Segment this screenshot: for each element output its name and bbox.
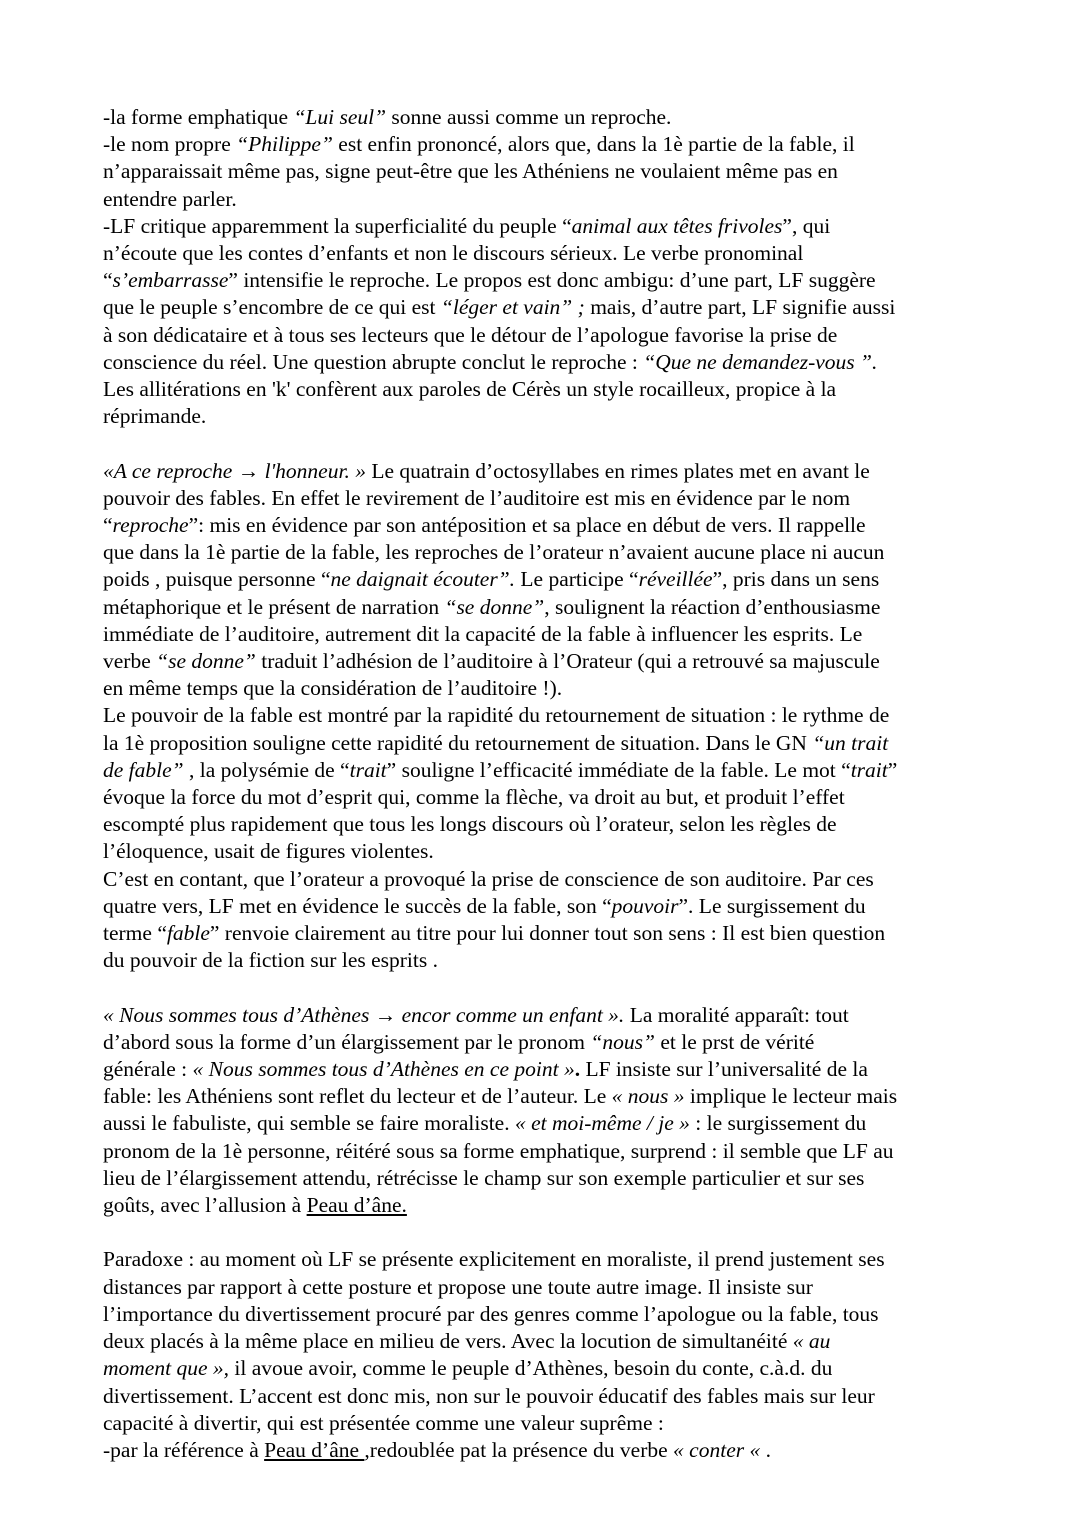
text-line (103, 376, 983, 403)
italic-quote: “Lui seul” (293, 105, 387, 129)
text-segment: générale : (103, 1057, 193, 1082)
text-segment: distances par rapport à cette posture et propose une toute autre image. Il insiste sur (103, 1274, 813, 1299)
text-segment: lieu de l’élargissement attendu, rétrécisse le champ sur son exemple particulier et sur ses (103, 1165, 865, 1190)
text-segment: ”. Le surgissement du (678, 893, 866, 918)
text-line (103, 594, 983, 621)
text-line (103, 621, 983, 648)
text-segment: traduit l’adhésion de l’auditoire à l’Orateur (qui a retrouvé sa majuscule (255, 649, 880, 674)
text-segment: l’éloquence, usait de figures violentes. (103, 839, 434, 864)
text-line (103, 648, 983, 675)
text-segment: et le prst de vérité (654, 1029, 815, 1054)
text-line (103, 322, 983, 349)
text-segment: ” souligne l’efficacité immédiate de la fable. Le mot “ (386, 757, 851, 782)
text-segment: quatre vers, LF met en évidence le succès de la fable, son “ (103, 893, 612, 918)
text-segment: évoque la force du mot d’esprit qui, comme la flèche, va droit au but, et produit l’effet (103, 785, 845, 810)
text-line (103, 1437, 983, 1464)
italic-quote: trait (850, 757, 888, 782)
text-line (103, 1246, 983, 1273)
text-line (103, 1274, 983, 1301)
text-line (103, 403, 983, 430)
text-line (103, 893, 983, 920)
text-line (103, 485, 983, 512)
text-line (103, 947, 983, 974)
text-segment: la 1è proposition souligne cette rapidité du retournement de situation. Dans le GN (103, 730, 813, 755)
text-line (103, 1110, 983, 1137)
text-segment: à son dédicataire et à tous ses lecteurs que le détour de l’apologue favorise la prise de (103, 322, 838, 347)
text-segment: pronom de la 1è personne, réitéré sous sa forme emphatique, surprend : il semble que LF au (103, 1138, 894, 1163)
italic-quote: “Philippe” (236, 132, 333, 157)
text-segment: capacité à divertir, qui est présentée comme une valeur suprême : (103, 1410, 664, 1435)
italic-quote: « au (792, 1329, 831, 1354)
text-line (103, 1383, 983, 1410)
text-segment: aussi le fabuliste, qui semble se faire moraliste. (103, 1111, 515, 1136)
text-segment: que dans la 1è partie de la fable, les reproches de l’orateur n’avaient aucune place ni aucun (103, 540, 885, 565)
text-line (103, 349, 983, 376)
text-segment: sonne aussi comme un reproche. (386, 105, 672, 129)
italic-quote: animal aux têtes frivoles (571, 213, 783, 238)
text-line (103, 784, 983, 811)
text-line (103, 1056, 983, 1083)
text-segment: ”: mis en évidence par son antéposition et sa place en début de vers. Il rappelle (188, 513, 866, 538)
text-segment: pouvoir des fables. En effet le revirement de l’auditoire est mis en évidence par le nom (103, 485, 851, 510)
text-line (103, 294, 983, 321)
text-segment: que le peuple s’encombre de ce qui est (103, 295, 441, 320)
text-segment: ” (887, 757, 898, 782)
text-line (103, 213, 983, 240)
italic-quote: pouvoir (611, 893, 679, 918)
italic-quote: « Nous sommes tous d’Athènes → encor comme un enfant ». (103, 1002, 625, 1027)
italic-quote: « nous » (611, 1084, 685, 1109)
text-segment: . (574, 1057, 586, 1082)
italic-quote: “nous” (590, 1029, 655, 1054)
text-segment: réprimande. (103, 404, 207, 429)
text-segment: -LF critique apparemment la superficialité du peuple “ (103, 213, 572, 238)
text-segment: -par la référence à (103, 1437, 265, 1462)
italic-quote: « et moi-même / je » (514, 1111, 690, 1136)
italic-quote: “se donne” (444, 594, 545, 619)
text-line (103, 1083, 983, 1110)
underlined-title: Peau d’âne (264, 1437, 365, 1462)
text-segment: d’abord sous la forme d’un élargissement par le pronom (103, 1029, 591, 1054)
text-segment: ”, qui (782, 213, 831, 238)
text-segment: ”, pris dans un sens (712, 567, 880, 592)
text-line (103, 186, 983, 213)
text-line (103, 1002, 983, 1029)
text-segment: Paradoxe : au moment où LF se présente explicitement en moraliste, il prend justement ses (103, 1247, 885, 1272)
italic-quote: trait (349, 757, 387, 782)
text-line (103, 757, 983, 784)
italic-quote: “un trait (812, 730, 889, 755)
text-line (103, 1410, 983, 1437)
text-line (103, 458, 983, 485)
text-line (103, 1328, 983, 1355)
text-line (103, 730, 983, 757)
text-line (103, 566, 983, 593)
italic-quote: de fable” (103, 757, 184, 782)
text-segment: verbe (103, 649, 157, 674)
text-segment: ” intensifie le reproche. Le propos est donc ambigu: d’une part, LF suggère (228, 268, 876, 293)
text-segment: mais, d’autre part, LF signifie aussi (584, 295, 896, 320)
text-line (103, 240, 983, 267)
italic-quote: “Que ne demandez-vous ”. (643, 349, 878, 374)
text-segment: immédiate de l’auditoire, autrement dit la capacité de la fable à influencer les esprits. Le (103, 621, 863, 646)
italic-quote: “léger et vain” ; (440, 295, 585, 320)
text-line (103, 131, 983, 158)
text-line (103, 838, 983, 865)
text-line (103, 811, 983, 838)
text-segment: implique le lecteur mais (684, 1084, 898, 1109)
text-segment: Le pouvoir de la fable est montré par la rapidité du retournement de situation : le rythme de (103, 703, 890, 728)
text-segment: goûts, avec l’allusion à (103, 1193, 307, 1218)
text-segment: , la polysémie de “ (183, 757, 350, 782)
text-segment: escompté plus rapidement que tous les longs discours où l’orateur, selon les règles de (103, 812, 837, 837)
text-line (103, 920, 983, 947)
text-segment: LF insiste sur l’universalité de la (585, 1057, 868, 1082)
text-segment: entendre parler. (103, 186, 237, 211)
text-segment: conscience du réel. Une question abrupte conclut le reproche : (103, 349, 644, 374)
text-line (103, 702, 983, 729)
text-line (103, 539, 983, 566)
text-segment: poids , puisque personne “ (103, 567, 331, 592)
text-segment: Les allitérations en 'k' confèrent aux paroles de Cérès un style rocailleux, propice à la (103, 377, 837, 402)
text-line (103, 1301, 983, 1328)
text-segment: Le quatrain d’octosyllabes en rimes plates met en avant le (365, 458, 870, 483)
italic-quote: moment que », (103, 1356, 229, 1381)
italic-quote: fable (166, 921, 210, 946)
text-segment: : le surgissement du (689, 1111, 867, 1136)
text-segment: C’est en contant, que l’orateur a provoqué la prise de conscience de son auditoire. Par ces (103, 866, 874, 891)
italic-quote: ne daignait écouter”. (330, 567, 516, 592)
text-segment: l’importance du divertissement procuré par des genres comme l’apologue ou la fable, tous (103, 1301, 879, 1326)
italic-quote: « Nous sommes tous d’Athènes en ce point » (192, 1057, 575, 1082)
italic-quote: «A ce reproche → l'honneur. » (103, 458, 366, 483)
italic-quote: réveillée (638, 567, 713, 592)
text-segment: fable: les Athéniens sont reflet du lecteur et de l’auteur. Le (103, 1084, 612, 1109)
text-segment: La moralité apparaît: tout (624, 1002, 849, 1027)
text-line (103, 1192, 983, 1219)
paragraph-morality (103, 1002, 983, 1220)
text-segment: du pouvoir de la fiction sur les esprits . (103, 948, 438, 973)
text-segment: ” renvoie clairement au titre pour lui donner tout son sens : Il est bien question (209, 921, 886, 946)
text-segment: n’apparaissait même pas, signe peut-être que les Athéniens ne voulaient même pas en (103, 159, 838, 184)
paragraph-gap (103, 430, 983, 457)
text-segment: -la forme emphatique (103, 105, 294, 129)
document-page (103, 104, 983, 1464)
paragraph-emphasis-critique (103, 104, 983, 430)
text-line (103, 158, 983, 185)
paragraph-gap (103, 1219, 983, 1246)
text-segment: en même temps que la considération de l’auditoire !). (103, 676, 563, 701)
text-line (103, 267, 983, 294)
text-line (103, 1165, 983, 1192)
text-segment: n’écoute que les contes d’enfants et non le discours sérieux. Le verbe pronominal (103, 241, 804, 266)
text-segment: est enfin prononcé, alors que, dans la 1è partie de la fable, il (332, 132, 855, 157)
text-segment: divertissement. L’accent est donc mis, non sur le pouvoir éducatif des fables mais sur leur (103, 1383, 875, 1408)
text-line (103, 1138, 983, 1165)
paragraph-power-of-fable (103, 458, 983, 975)
text-segment: Le participe “ (515, 567, 639, 592)
text-segment: métaphorique et le présent de narration (103, 594, 445, 619)
italic-quote: « conter « (673, 1437, 761, 1462)
text-line (103, 1355, 983, 1382)
text-line (103, 512, 983, 539)
text-line (103, 675, 983, 702)
text-segment: il avoue avoir, comme le peuple d’Athènes, besoin du conte, c.à.d. du (229, 1356, 833, 1381)
underlined-title: Peau d’âne. (306, 1193, 407, 1218)
text-line (103, 866, 983, 893)
paragraph-paradox (103, 1246, 983, 1464)
text-segment: , soulignent la réaction d’enthousiasme (544, 594, 881, 619)
text-line (103, 1029, 983, 1056)
text-segment: . (760, 1437, 771, 1462)
text-segment: deux placés à la même place en milieu de vers. Avec la locution de simultanéité (103, 1329, 793, 1354)
text-segment: “ (103, 268, 113, 293)
paragraph-gap (103, 974, 983, 1001)
italic-quote: reproche (112, 513, 189, 538)
text-segment: “ (103, 513, 113, 538)
italic-quote: “se donne” (156, 649, 256, 674)
italic-quote: s’embarrasse (112, 268, 229, 293)
text-segment: terme “ (103, 921, 167, 946)
text-segment: -le nom propre (103, 132, 237, 157)
text-line (103, 104, 983, 131)
text-segment: ,redoublée pat la présence du verbe (364, 1437, 674, 1462)
